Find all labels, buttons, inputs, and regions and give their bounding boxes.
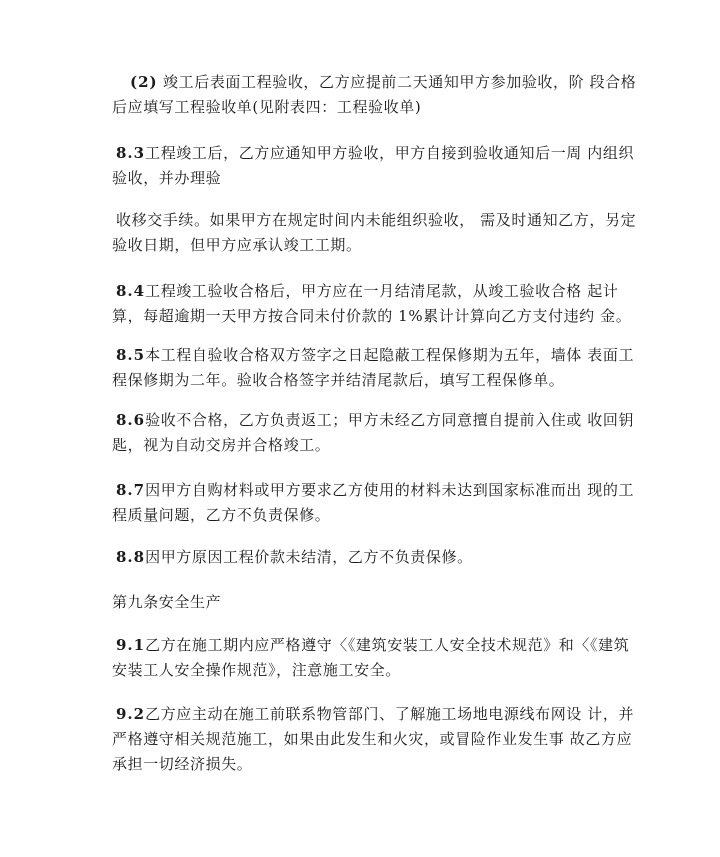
clause-number: (2) <box>130 73 158 91</box>
clause-number: 8.5 <box>116 346 146 364</box>
clause-number: 8.7 <box>116 481 146 499</box>
clause-number: 9.1 <box>116 636 146 654</box>
paragraph-clause-8-7 <box>112 478 644 528</box>
section-heading-text: 第九条安全生产 <box>112 593 222 611</box>
clause-number: 8.4 <box>116 282 146 300</box>
section-heading-article-9 <box>112 590 644 615</box>
paragraph-acceptance-surface <box>112 70 644 120</box>
clause-number: 8.8 <box>116 548 146 566</box>
clause-text: 竣工后表面工程验收，乙方应提前二天通知甲方参加验收，阶 段合格后应填写工程验收单(见附表四：工程验收单) <box>112 73 637 116</box>
paragraph-clause-8-3-continued <box>112 208 644 258</box>
clause-text: 因甲方自购材料或甲方要求乙方使用的材料未达到国家标准而出 现的工程质量问题，乙方不负责保修。 <box>112 481 635 524</box>
paragraph-clause-9-1 <box>112 633 644 683</box>
paragraph-clause-8-4 <box>112 279 644 329</box>
paragraph-clause-8-6 <box>112 408 644 458</box>
paragraph-clause-8-3 <box>112 141 644 191</box>
paragraph-clause-9-2 <box>112 702 644 777</box>
clause-text: 工程竣工验收合格后，甲方应在一月结清尾款，从竣工验收合格 起计算，每超逾期一天甲方按合同未付价款的 1%累计计算向乙方支付违约 金。 <box>112 282 632 325</box>
clause-text: 因甲方原因工程价款未结清，乙方不负责保修。 <box>145 548 473 566</box>
clause-text: 验收不合格，乙方负责返工；甲方未经乙方同意擅自提前入住或 收回钥匙，视为自动交房并合格竣工。 <box>112 411 635 454</box>
paragraph-clause-8-8 <box>112 545 644 570</box>
clause-number: 9.2 <box>116 705 146 723</box>
clause-text: 本工程自验收合格双方签字之日起隐蔽工程保修期为五年，墙体 表面工程保修期为二年。验收合格签字并结清尾款后，填写工程保修单。 <box>112 346 635 389</box>
clause-text: 收移交手续。如果甲方在规定时间内未能组织验收， 需及时通知乙方，另定验收日期，但甲方应承认竣工工期。 <box>112 211 637 254</box>
clause-number: 8.6 <box>116 411 146 429</box>
clause-text: 工程竣工后，乙方应通知甲方验收，甲方自接到验收通知后一周 内组织验收，并办理验 <box>112 144 635 187</box>
paragraph-clause-8-5 <box>112 343 644 393</box>
clause-number: 8.3 <box>116 144 146 162</box>
clause-text: 乙方在施工期内应严格遵守〈《建筑安装工人安全技术规范》和〈《建筑安装工人安全操作规范》，注意施工安全。 <box>112 636 630 679</box>
clause-text: 乙方应主动在施工前联系物管部门、了解施工场地电源线布网设 计，并严格遵守相关规范施工，如果由此发生和火灾，或冒险作业发生事 故乙方应承担一切经济损失。 <box>112 705 635 773</box>
